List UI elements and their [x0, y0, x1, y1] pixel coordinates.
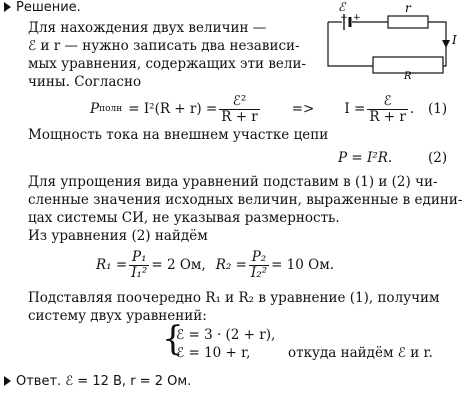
para4-line2: систему двух уравнений:	[28, 308, 207, 324]
para2-line2: сленные значения исходных величин, выраженные в едини-	[28, 192, 463, 208]
circuit-diagram	[318, 2, 468, 80]
eq1-fraction	[219, 94, 260, 125]
emf-label: ℰ	[338, 2, 346, 14]
r-equations	[96, 246, 334, 284]
equation-2: P = I²R.	[338, 150, 393, 166]
r2-num: P₂	[249, 250, 269, 266]
system-tail: откуда найдём ℰ и r.	[288, 345, 433, 361]
triangle-bullet-icon	[4, 2, 11, 12]
r1-value: = 2 Ом,	[151, 257, 206, 273]
eq1-implies: =>	[291, 101, 315, 117]
para4-line1: Подставляя поочередно R₁ и R₂ в уравнение (1), получим	[28, 290, 440, 306]
eq1-rhs-fraction	[367, 94, 408, 125]
para1-line1: Для нахождения двух величин —	[28, 20, 267, 36]
current-label: I	[452, 33, 457, 47]
triangle-bullet-icon	[4, 376, 11, 386]
r1-num: P₁	[129, 250, 149, 266]
r2-lhs: R₂ =	[215, 257, 247, 273]
r-label: r	[405, 2, 411, 15]
r1-lhs: R₁ =	[96, 257, 128, 273]
eq2-number: (2)	[428, 150, 448, 166]
system-brace: {	[162, 319, 184, 359]
eq1-rhs-num: ℰ	[367, 94, 408, 110]
resistor-r	[388, 16, 428, 28]
para2-line3: цах системы СИ, не указывая размерность.	[28, 210, 340, 226]
equation-1: P полн = I²(R + r) = $\frac{\text{ℰ²}}{R + r}$ => I = $\frac{\text{ℰ}}{R + r}$ .	[90, 92, 415, 125]
system-line2: ℰ = 10 + r,	[176, 345, 251, 361]
solution-header	[4, 0, 81, 15]
para1-line3: мых уравнения, содержащих эти вели-	[28, 56, 307, 72]
r2-value: = 10 Ом.	[271, 257, 334, 273]
minus-sign: −	[340, 13, 348, 23]
para1-line2: ℰ и r — нужно записать два независи-	[28, 38, 300, 54]
wire-left-bottom	[328, 22, 373, 66]
system-line1: ℰ = 3 · (2 + r),	[176, 327, 276, 343]
para2-line1: Для упрощения вида уравнений подставим в (1) и (2) чи-	[28, 174, 438, 190]
r2-den: I₂²	[250, 264, 268, 281]
eq1-mid: = I²(R + r) =	[128, 101, 218, 117]
eq1-rhs-dot: .	[409, 101, 415, 117]
answer-text: Ответ. ℰ = 12 В, r = 2 Ом.	[16, 374, 192, 389]
plus-sign: +	[353, 13, 361, 23]
eq1-frac-num: ℰ²	[219, 94, 260, 110]
current-arrow-icon	[442, 40, 450, 48]
eq1-rhs-den: R + r	[369, 108, 406, 125]
solution-label: Решение.	[16, 0, 81, 15]
power-intro: Мощность тока на внешнем участке цепи	[28, 127, 329, 143]
para3: Из уравнения (2) найдём	[28, 228, 208, 244]
eq1-frac-den: R + r	[221, 108, 258, 125]
eq1-rhs: I =	[344, 101, 366, 117]
eq1-number: (1)	[428, 101, 448, 117]
R-label: R	[404, 71, 412, 80]
para1-line4: чины. Согласно	[28, 74, 142, 90]
eq1-lhs: P	[90, 101, 100, 117]
r2-fraction	[249, 250, 269, 281]
answer	[4, 374, 191, 389]
r1-fraction	[129, 250, 149, 281]
r1-den: I₁²	[131, 264, 148, 281]
